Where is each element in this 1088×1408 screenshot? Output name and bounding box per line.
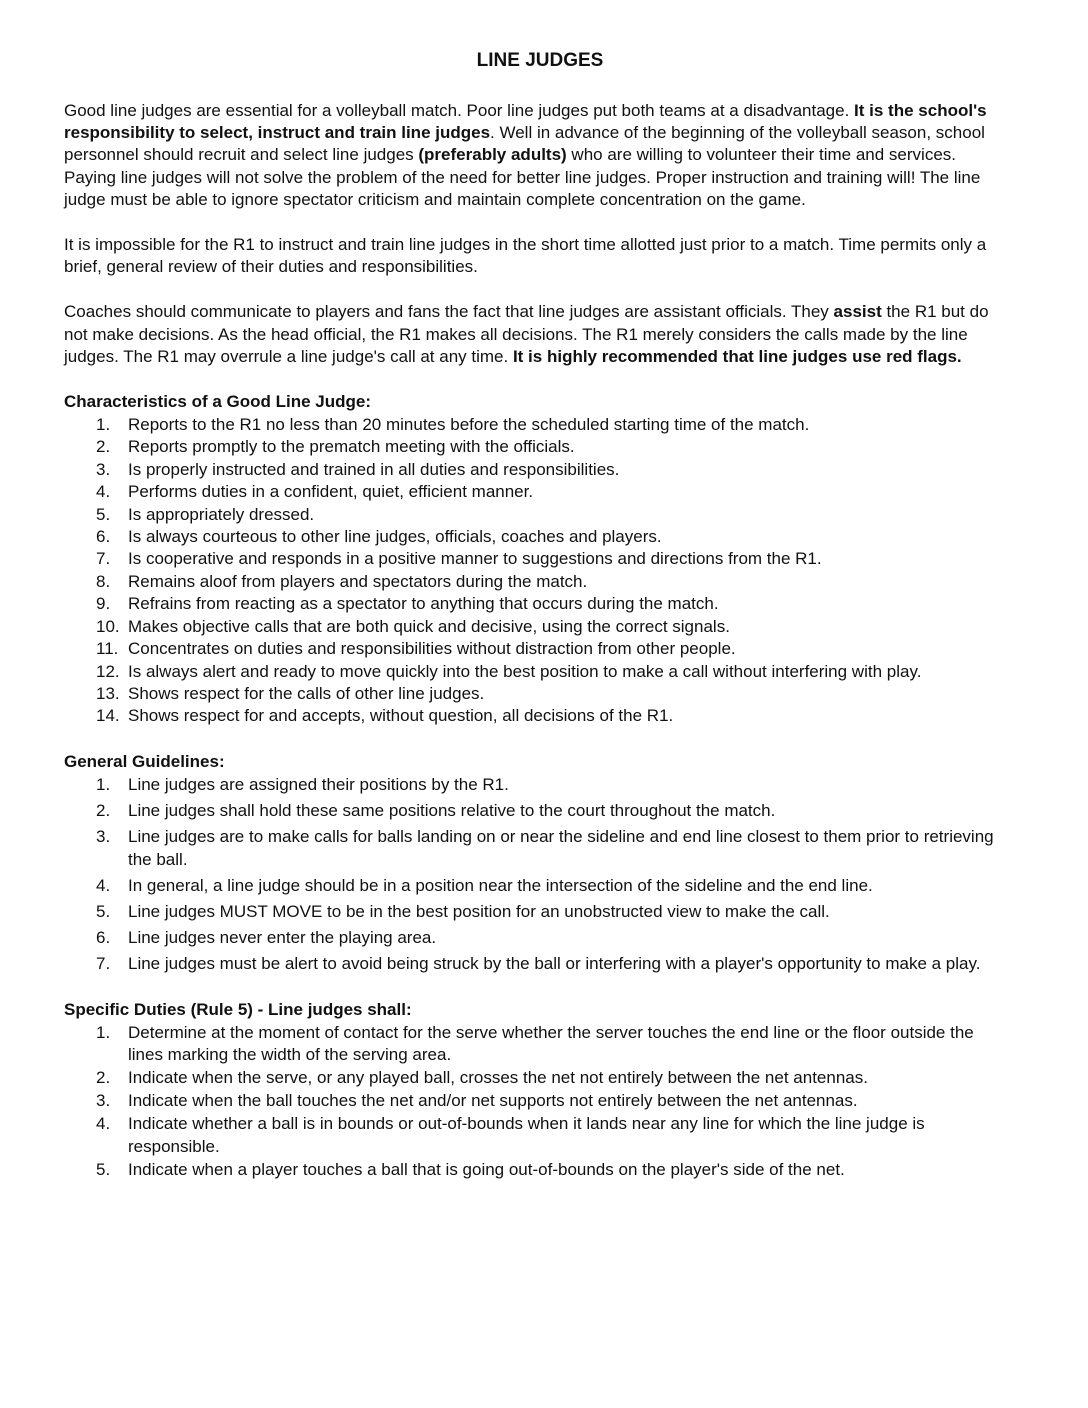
list-item <box>64 774 1004 796</box>
list-item-text: Line judges are to make calls for balls landing on or near the sideline and end line closest to them prior to retrieving the ball. <box>128 827 994 869</box>
p3-emphasis-assist: assist <box>833 302 882 322</box>
guidelines-list <box>64 774 1004 976</box>
list-item-number: 14. <box>96 706 120 726</box>
list-item-text: Concentrates on duties and responsibilities without distraction from other people. <box>128 639 736 659</box>
list-item-text: Performs duties in a confident, quiet, efficient manner. <box>128 482 534 502</box>
intro-paragraph-3 <box>64 301 1004 368</box>
p1-text-e: who are willing to volunteer their time and services. Paying line judges will not solve the problem of the need for better line judges. Proper instruction and training will! The line judge must be able to ignore spectator criticism and maintain complete concentration on the game. <box>64 145 981 209</box>
page-title: LINE JUDGES <box>476 50 604 71</box>
list-item-number: 3. <box>96 1091 111 1111</box>
characteristics-list <box>64 414 1004 728</box>
list-item-text: Indicate when the ball touches the net and/or net supports not entirely between the net antennas. <box>128 1091 858 1111</box>
list-item <box>64 548 1004 570</box>
list-item-text: Indicate when a player touches a ball that is going out-of-bounds on the player's side of the net. <box>128 1159 845 1179</box>
list-item <box>64 593 1004 615</box>
list-item-number: 7. <box>96 549 111 569</box>
list-item-text: Line judges MUST MOVE to be in the best position for an unobstructed view to make the call. <box>128 901 830 921</box>
list-item-text: In general, a line judge should be in a position near the intersection of the sideline and the end line. <box>128 875 873 895</box>
list-item-number: 2. <box>96 437 111 457</box>
section-heading: Characteristics of a Good Line Judge: <box>64 392 372 412</box>
list-item-number: 5. <box>96 1159 111 1179</box>
list-item-text: Shows respect for and accepts, without question, all decisions of the R1. <box>128 706 674 726</box>
section-heading: Specific Duties (Rule 5) - Line judges shall: <box>64 999 412 1019</box>
list-item <box>64 683 1004 705</box>
intro-paragraph-2: It is impossible for the R1 to instruct and train line judges in the short time allotted just prior to a match. Time permits only a brief, general review of their duties and responsibilities. <box>64 235 987 277</box>
list-item-text: Refrains from reacting as a spectator to anything that occurs during the match. <box>128 594 719 614</box>
list-item-number: 2. <box>96 1068 111 1088</box>
list-item-text: Is cooperative and responds in a positive manner to suggestions and directions from the R1. <box>128 549 822 569</box>
list-item-number: 3. <box>96 459 111 479</box>
list-item-text: Line judges never enter the playing area. <box>128 928 437 948</box>
list-item-number: 9. <box>96 594 111 614</box>
list-item <box>64 953 1004 975</box>
list-item-number: 13. <box>96 683 120 703</box>
list-item <box>64 800 1004 822</box>
list-item <box>64 927 1004 949</box>
list-item <box>64 481 1004 503</box>
list-item-text: Reports to the R1 no less than 20 minutes before the scheduled starting time of the match. <box>128 415 810 435</box>
list-item-number: 2. <box>96 800 111 820</box>
list-item-text: Shows respect for the calls of other line judges. <box>128 683 485 703</box>
list-item <box>64 1067 1004 1089</box>
list-item-text: Line judges shall hold these same positions relative to the court throughout the match. <box>128 800 776 820</box>
list-item <box>64 638 1004 660</box>
list-item <box>64 1113 1004 1158</box>
list-item <box>64 1159 1004 1181</box>
list-item-number: 4. <box>96 482 111 502</box>
list-item-number: 10. <box>96 616 120 636</box>
list-item-number: 1. <box>96 415 111 435</box>
section-specific-duties <box>64 999 1004 1181</box>
section-heading: General Guidelines: <box>64 751 225 771</box>
list-item-text: Remains aloof from players and spectators during the match. <box>128 571 588 591</box>
list-item-text: Line judges are assigned their positions by the R1. <box>128 774 509 794</box>
list-item-number: 1. <box>96 1022 111 1042</box>
list-item-number: 6. <box>96 527 111 547</box>
document-page <box>64 50 1004 1204</box>
list-item <box>64 875 1004 897</box>
list-item-text: Makes objective calls that are both quick and decisive, using the correct signals. <box>128 616 730 636</box>
list-item-number: 4. <box>96 875 111 895</box>
p3-text-c: the R1 but do not make decisions. As the head official, the R1 makes all decisions. The R1 merely considers the calls made by the line judges. The R1 may overrule a line judge's call at any time. <box>64 302 989 366</box>
list-item-text: Is properly instructed and trained in all duties and responsibilities. <box>128 459 620 479</box>
list-item <box>64 436 1004 458</box>
p1-emphasis-adults: (preferably adults) <box>418 145 567 165</box>
section-general-guidelines <box>64 751 1004 976</box>
list-item-text: Is always courteous to other line judges, officials, coaches and players. <box>128 527 662 547</box>
list-item <box>64 414 1004 436</box>
list-item <box>64 901 1004 923</box>
list-item <box>64 661 1004 683</box>
p3-emphasis-red-flags: It is highly recommended that line judges use red flags. <box>512 346 962 366</box>
list-item <box>64 705 1004 727</box>
list-item-number: 4. <box>96 1114 111 1134</box>
list-item <box>64 504 1004 526</box>
list-item-number: 8. <box>96 571 111 591</box>
list-item-text: Is appropriately dressed. <box>128 504 315 524</box>
p1-text-a: Good line judges are essential for a volleyball match. Poor line judges put both teams at a disadvantage. <box>64 101 855 120</box>
list-item-number: 11. <box>96 639 119 659</box>
list-item <box>64 616 1004 638</box>
list-item-text: Reports promptly to the prematch meeting with the officials. <box>128 437 575 457</box>
list-item-text: Line judges must be alert to avoid being struck by the ball or interfering with a player's opportunity to make a play. <box>128 954 981 974</box>
list-item-text: Indicate when the serve, or any played ball, crosses the net not entirely between the net antennas. <box>128 1068 868 1088</box>
p1-emphasis-responsibility: It is the school's responsibility to select, instruct and train line judges <box>64 101 987 143</box>
list-item-number: 5. <box>96 504 111 524</box>
p1-text-c: . Well in advance of the beginning of the volleyball season, school personnel should recruit and select line judges <box>64 123 985 165</box>
list-item-number: 7. <box>96 954 111 974</box>
list-item-number: 12. <box>96 661 120 681</box>
list-item-number: 1. <box>96 774 111 794</box>
list-item <box>64 526 1004 548</box>
list-item <box>64 826 1004 871</box>
list-item-number: 6. <box>96 928 111 948</box>
list-item-text: Determine at the moment of contact for the serve whether the server touches the end line or the floor outside the lines marking the width of the serving area. <box>128 1022 974 1065</box>
list-item <box>64 1022 1004 1067</box>
intro-paragraph-1 <box>64 100 1004 211</box>
list-item-text: Indicate whether a ball is in bounds or out-of-bounds when it lands near any line for which the line judge is responsible. <box>128 1114 925 1156</box>
list-item <box>64 459 1004 481</box>
list-item <box>64 571 1004 593</box>
section-characteristics <box>64 391 1004 728</box>
list-item-text: Is always alert and ready to move quickly into the best position to make a call without interfering with play. <box>128 661 922 681</box>
list-item-number: 5. <box>96 901 111 921</box>
list-item <box>64 1090 1004 1112</box>
list-item-number: 3. <box>96 827 111 847</box>
p3-text-a: Coaches should communicate to players and fans the fact that line judges are assistant officials. They <box>64 302 834 322</box>
duties-list <box>64 1022 1004 1181</box>
